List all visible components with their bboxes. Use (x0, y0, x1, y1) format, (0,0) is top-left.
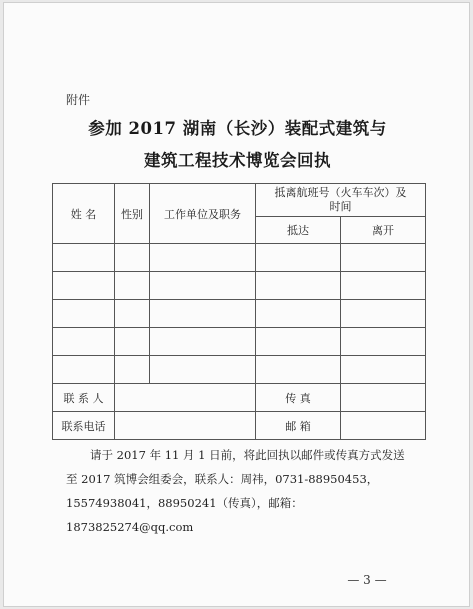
submission-notice (66, 443, 416, 539)
org-cell[interactable] (150, 300, 256, 328)
phone-value-cell[interactable] (115, 412, 256, 440)
name-cell[interactable] (53, 272, 115, 300)
arrive-header: 抵达 (256, 217, 341, 244)
notice-line-1: 请于 2017 年 11 月 1 日前，将此回执以邮件或传真方式发送 (90, 448, 405, 462)
arrive-cell[interactable] (256, 356, 341, 384)
contact-value-cell[interactable] (115, 384, 256, 412)
notice-line-3: 15574938041，88950241（传真），邮箱：1873825274@qq.com (66, 496, 303, 534)
table-row (53, 272, 426, 300)
org-cell[interactable] (150, 328, 256, 356)
table-row (53, 328, 426, 356)
depart-cell[interactable] (341, 300, 426, 328)
depart-cell[interactable] (341, 244, 426, 272)
name-cell[interactable] (53, 244, 115, 272)
attachment-label: 附件 (66, 93, 91, 107)
org-cell[interactable] (150, 272, 256, 300)
table-row (53, 356, 426, 384)
depart-cell[interactable] (341, 328, 426, 356)
name-cell[interactable] (53, 328, 115, 356)
arrive-cell[interactable] (256, 244, 341, 272)
org-header: 工作单位及职务 (150, 184, 256, 244)
name-cell[interactable] (53, 356, 115, 384)
phone-label: 联系电话 (53, 412, 115, 440)
gender-cell[interactable] (115, 272, 150, 300)
gender-cell[interactable] (115, 244, 150, 272)
table-row (53, 244, 426, 272)
header-row (53, 184, 426, 217)
org-cell[interactable] (150, 356, 256, 384)
name-header: 姓 名 (53, 184, 115, 244)
depart-cell[interactable] (341, 356, 426, 384)
gender-header: 性别 (115, 184, 150, 244)
flight-header: 抵离航班号（火车车次）及时间 (256, 184, 426, 217)
gender-cell[interactable] (115, 328, 150, 356)
gender-cell[interactable] (115, 356, 150, 384)
notice-line-2: 至 2017 筑博会组委会，联系人：周祎，0731-88950453， (66, 472, 379, 486)
contact-label: 联 系 人 (53, 384, 115, 412)
phone-row (53, 412, 426, 440)
title-line-2: 建筑工程技术博览会回执 (144, 151, 331, 170)
email-label: 邮 箱 (256, 412, 341, 440)
depart-cell[interactable] (341, 272, 426, 300)
page-number: — 3 — (347, 573, 387, 587)
email-value-cell[interactable] (341, 412, 426, 440)
gender-cell[interactable] (115, 300, 150, 328)
document-page (3, 2, 470, 607)
arrive-cell[interactable] (256, 272, 341, 300)
table-row (53, 300, 426, 328)
contact-row (53, 384, 426, 412)
fax-label: 传 真 (256, 384, 341, 412)
title-line-1: 参加 2017 湖南（长沙）装配式建筑与 (88, 119, 387, 138)
fax-value-cell[interactable] (341, 384, 426, 412)
name-cell[interactable] (53, 300, 115, 328)
org-cell[interactable] (150, 244, 256, 272)
receipt-form-table (52, 183, 426, 440)
arrive-cell[interactable] (256, 328, 341, 356)
depart-header: 离开 (341, 217, 426, 244)
arrive-cell[interactable] (256, 300, 341, 328)
